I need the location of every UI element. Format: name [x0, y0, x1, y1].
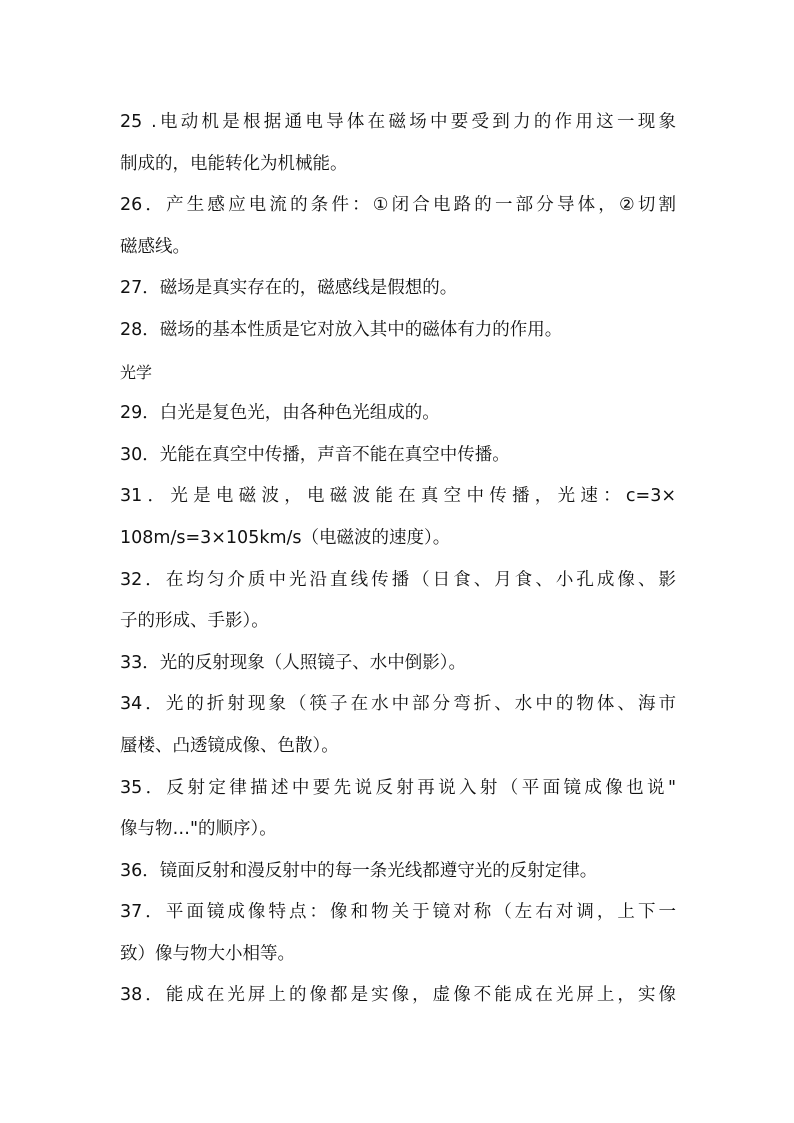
text-line-27: 27．磁场是真实存在的，磁感线是假想的。 [120, 278, 458, 299]
text-line-36: 36．镜面反射和漫反射中的每一条光线都遵守光的反射定律。 [120, 860, 598, 881]
text-line-25a: 25 .电动机是根据通电导体在磁场中要受到力的作用这一现象 [120, 112, 676, 132]
text-line-31b: 108m/s=3×105km/s（电磁波的速度）。 [120, 527, 451, 548]
text-line-33: 33．光的反射现象（人照镜子、水中倒影）。 [120, 652, 467, 673]
document-body [120, 102, 680, 1017]
text-line-34b: 蜃楼、凸透镜成像、色散）。 [120, 735, 339, 756]
text-line-37b: 致）像与物大小相等。 [120, 943, 295, 964]
text-line-32b: 子的形成、手影）。 [120, 611, 269, 632]
text-line-35b: 像与物…"的顺序）。 [120, 819, 277, 840]
text-line-30: 30．光能在真空中传播，声音不能在真空中传播。 [120, 444, 510, 465]
text-line-34a: 34．光的折射现象（筷子在水中部分弯折、水中的物体、海市 [120, 694, 676, 715]
text-line-29: 29．白光是复色光，由各种色光组成的。 [120, 403, 440, 424]
text-line-31a: 31．光是电磁波，电磁波能在真空中传播，光速：c=3× [120, 486, 676, 507]
section-heading-optics: 光学 [120, 362, 153, 382]
text-line-25b: 制成的，电能转化为机械能。 [120, 153, 348, 174]
text-line-26b: 磁感线。 [120, 236, 190, 257]
text-line-32a: 32．在均匀介质中光沿直线传播（日食、月食、小孔成像、影 [120, 569, 676, 590]
text-line-26a: 26．产生感应电流的条件：①闭合电路的一部分导体，②切割 [120, 195, 676, 216]
text-line-28: 28．磁场的基本性质是它对放入其中的磁体有力的作用。 [120, 319, 563, 340]
text-line-35a: 35．反射定律描述中要先说反射再说入射（平面镜成像也说" [120, 777, 676, 798]
text-line-37a: 37．平面镜成像特点：像和物关于镜对称（左右对调，上下一 [120, 902, 676, 923]
text-line-38a: 38．能成在光屏上的像都是实像，虚像不能成在光屏上，实像 [120, 985, 676, 1006]
